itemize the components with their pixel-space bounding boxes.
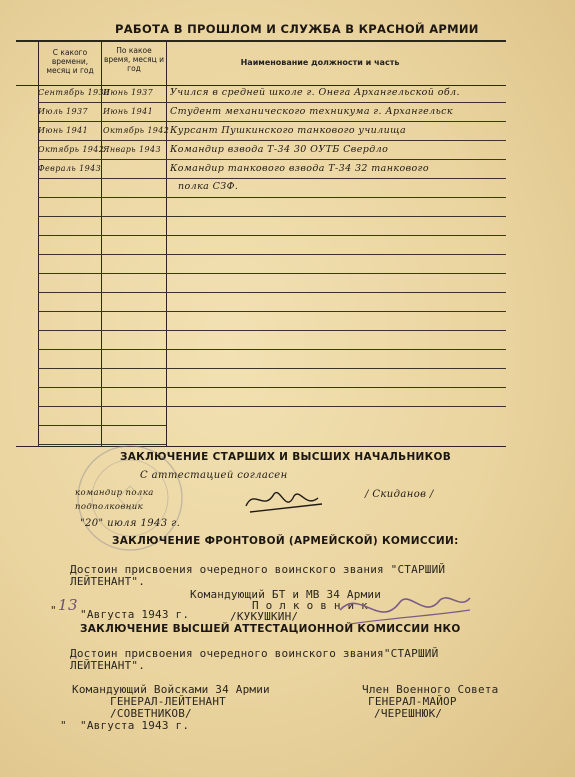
row-2-text: Студент механического техникума г. Архангельск [170,106,453,117]
table-row-line [38,140,506,141]
army-commander-name: /СОВЕТНИКОВ/ [110,707,192,720]
table-row-line [38,216,506,217]
army-commander-rank: ГЕНЕРАЛ-ЛЕЙТЕНАНТ [110,695,226,708]
column-header-to: По какое время, месяц и год [103,46,164,73]
commander-role: командир полка [75,488,154,498]
nko-commission-title: ЗАКЛЮЧЕНИЕ ВЫСШЕЙ АТТЕСТАЦИОННОЙ КОМИССИИ НКО [80,623,461,635]
work-history-title: РАБОТА В ПРОШЛОМ И СЛУЖБА В КРАСНОЙ АРМИИ [115,22,479,36]
table-row-line [38,330,506,331]
row-3-to: Октябрь 1942 [103,126,170,135]
row-5-text: Командир танкового взвода Т-34 32 танкового [170,163,429,174]
table-row-line [38,368,506,369]
table-column-divider [101,40,102,446]
table-row-line [38,425,166,426]
table-row-line [38,387,506,388]
front-commander-rank: П о л к о в н и к [252,599,368,612]
table-row-line [38,311,506,312]
army-commander-role: Командующий Войсками 34 Армии [72,683,270,696]
front-conclusion-line-2: ЛЕЙТЕНАНТ". [70,575,146,588]
nko-conclusion-line-1: Достоин присвоения очередного воинского звания"СТАРШИЙ [70,647,439,660]
table-row-line [38,121,506,122]
table-row-line [38,273,506,274]
table-row-line [38,235,506,236]
row-4-text: Командир взвода Т-34 30 ОУТБ Свердло [170,144,389,155]
table-row-line [38,197,506,198]
front-date-day: 13 [58,596,78,614]
column-header-from: С какого времени, месяц и год [46,48,94,75]
table-column-divider [166,40,167,446]
table-row-line [38,349,506,350]
council-member-role: Член Военного Совета [362,683,499,696]
table-row-line [38,159,506,160]
front-date: "Августа 1943 г. [80,608,190,621]
row-2-to: Июнь 1941 [103,107,154,116]
commander-rank: подполковник [75,502,144,512]
council-member-rank: ГЕНЕРАЛ-МАЙОР [368,695,457,708]
table-column-divider [38,40,39,446]
table-row-line [38,178,506,179]
front-conclusion-line-1: Достоин присвоения очередного воинского звания "СТАРШИЙ [70,563,446,576]
row-1-text: Учился в средней школе г. Онега Архангельской обл. [170,87,460,98]
table-row-line [38,406,506,407]
row-3-text: Курсант Пушкинского танкового училища [170,125,407,136]
row-3-from: Июнь 1941 [38,126,89,135]
front-date-quote: " [50,604,57,617]
front-commander-name: /КУКУШКИН/ [230,610,299,623]
commander-name: / Скиданов / [365,489,434,500]
row-5-from: Февраль 1943 [38,164,102,173]
row-1-to: Июнь 1937 [103,88,154,97]
nko-conclusion-line-2: ЛЕЙТЕНАНТ". [70,659,146,672]
table-row-line [38,102,506,103]
council-member-name: /ЧЕРЕШНЮК/ [374,707,443,720]
row-1-from: Сентябрь 1930 [38,88,110,97]
table-row-line [38,254,506,255]
agree-note: С аттестацией согласен [140,470,288,481]
front-commander-role: Командующий БТ и МВ 34 Армии [190,588,382,601]
table-top-border [16,40,506,42]
row-4-to: Январь 1943 [103,145,161,154]
nko-date: "Августа 1943 г. [80,719,190,732]
commander-signature-icon [240,482,330,522]
table-header-border [16,85,506,86]
column-header-position: Наименование должности и часть [240,58,400,67]
senior-commanders-title: ЗАКЛЮЧЕНИЕ СТАРШИХ И ВЫСШИХ НАЧАЛЬНИКОВ [120,451,452,463]
front-commission-title: ЗАКЛЮЧЕНИЕ ФРОНТОВОЙ (АРМЕЙСКОЙ) КОМИССИИ: [112,535,459,547]
row-2-from: Июль 1937 [38,107,88,116]
row-6-text: полка СЗФ. [178,181,239,192]
nko-date-quote: " [60,719,67,732]
table-row-line [38,292,506,293]
row-4-from: Октябрь 1942 [38,145,105,154]
commander-date: "20" июля 1943 г. [80,518,181,529]
